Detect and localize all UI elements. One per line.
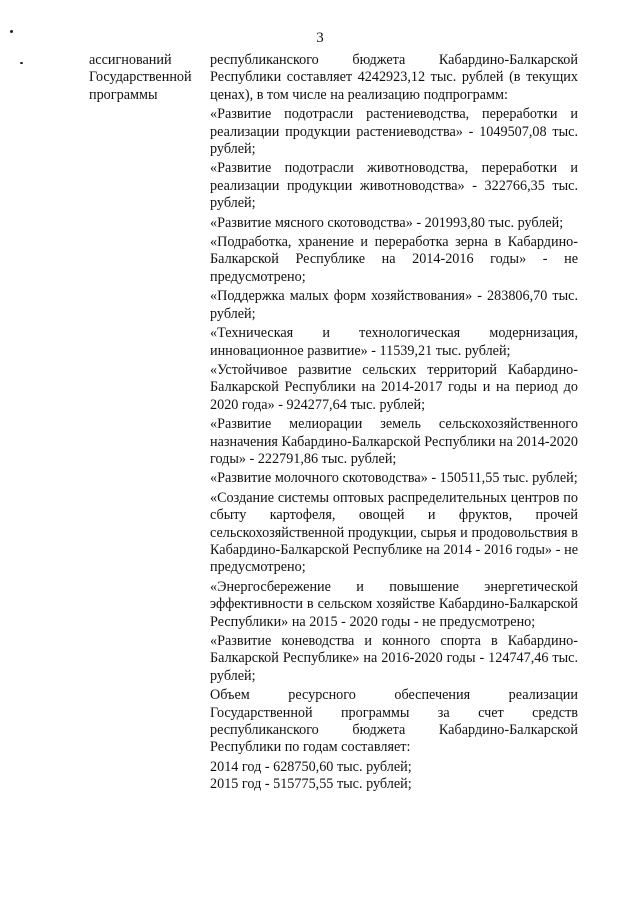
paragraph: «Развитие подотрасли растениеводства, переработки и реализации продукции растениеводства» - 1049507,08 тыс. рублей;: [210, 106, 578, 158]
paragraph: «Развитие коневодства и конного спорта в Кабардино-Балкарской Республике» на 2016-2020 годы - 124747,46 тыс. рублей;: [210, 633, 578, 684]
year-line: 2014 год - 628750,60 тыс. рублей;: [210, 758, 412, 775]
paragraph: Объем ресурсного обеспечения реализации Государственной программы за счет средств республиканского бюджета Кабардино-Балкарской Республики по годам составляет:: [210, 687, 578, 756]
paragraph: «Развитие мелиорации земель сельскохозяйственного назначения Кабардино-Балкарской Республики на 2014-2020 годы» - 222791,86 тыс. рублей;: [210, 416, 578, 467]
paragraph: «Подработка, хранение и переработка зерна в Кабардино-Балкарской Республике на 2014-2016 годы» - не предусмотрено;: [210, 234, 578, 285]
left-column-line: ассигнований: [89, 52, 172, 68]
left-column-line: программы: [89, 86, 158, 103]
paragraph: «Энергосбережение и повышение энергетической эффективности в сельском хозяйстве Кабардино-Балкарской Республики» на 2015 - 2020 годы - не предусмотрено;: [210, 578, 578, 630]
paragraph: «Техническая и технологическая модернизация, инновационное развитие» - 11539,21 тыс. рублей;: [210, 325, 578, 359]
paragraph: «Устойчивое развитие сельских территорий Кабардино-Балкарской Республики на 2014-2017 годы и на период до 2020 года» - 924277,64 тыс. рублей;: [210, 361, 578, 413]
left-column-line: Государственной: [89, 69, 192, 86]
paragraph: «Развитие молочного скотоводства» - 150511,55 тыс. рублей;: [210, 470, 578, 487]
paragraph: «Развитие мясного скотоводства» - 201993,80 тыс. рублей;: [210, 214, 564, 231]
right-column: [210, 52, 578, 794]
scan-speck: [10, 30, 13, 33]
scan-speck: [20, 62, 23, 64]
year-line: 2015 год - 515775,55 тыс. рублей;: [210, 776, 412, 793]
paragraph: «Создание системы оптовых распределительных центров по сбыту картофеля, овощей и фруктов, прочей сельскохозяйственной продукции, сырья и продовольствия в Кабардино-Балкарской Республике на 2014 - 2016 годы» - не предусмотрено;: [210, 489, 578, 576]
paragraph: республиканского бюджета Кабардино-Балкарской Республики составляет 4242923,12 тыс. рублей (в текущих ценах), в том числе на реализацию подпрограмм:: [210, 52, 578, 103]
paragraph: «Поддержка малых форм хозяйствования» - 283806,70 тыс. рублей;: [210, 288, 578, 322]
page-number: 3: [316, 30, 324, 46]
paragraph: «Развитие подотрасли животноводства, переработки и реализации продукции животноводства» - 322766,35 тыс. рублей;: [210, 160, 578, 212]
left-column: [89, 52, 201, 104]
